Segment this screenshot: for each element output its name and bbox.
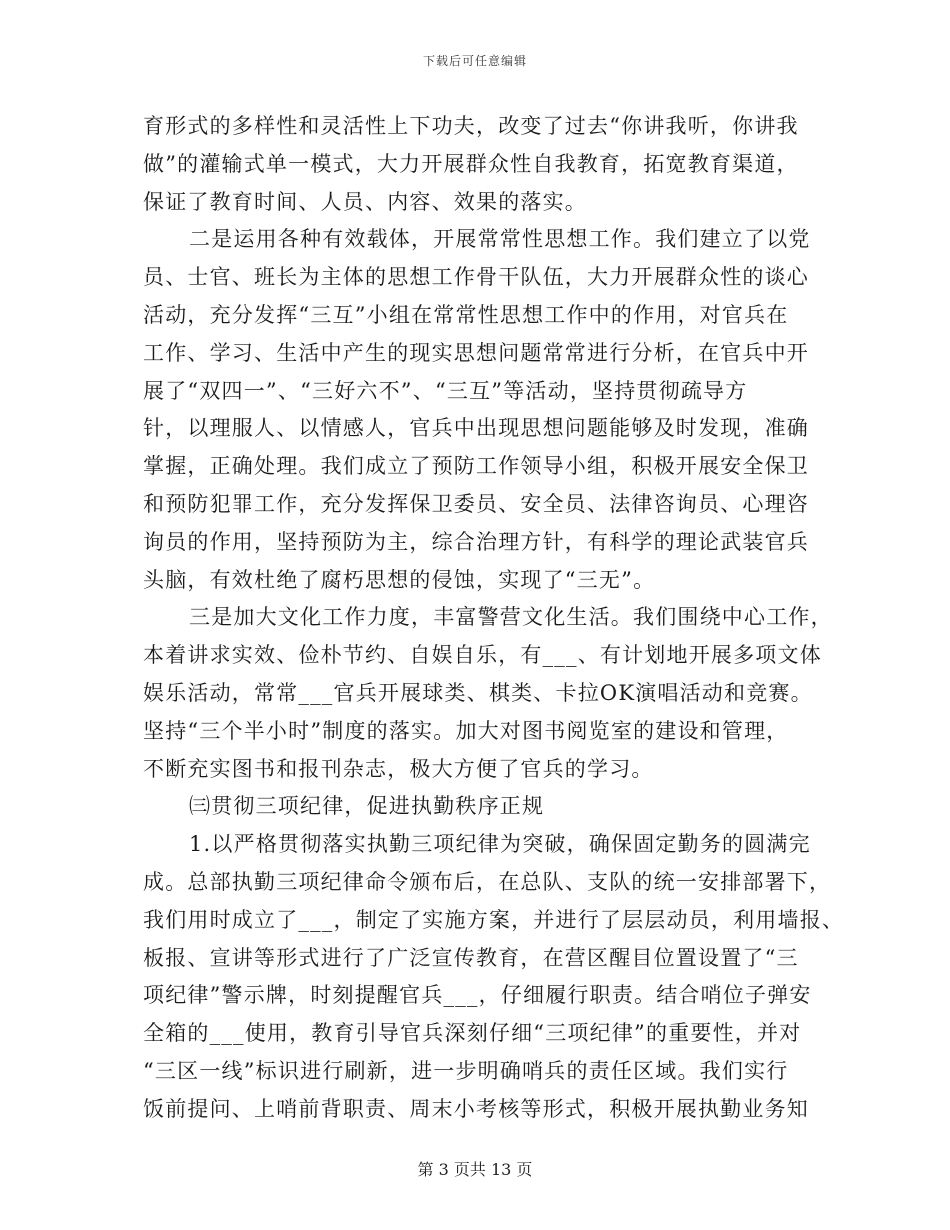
text-line: 板报、宣讲等形式进行了广泛宣传教育，在营区醒目位置设置了“三	[143, 945, 799, 970]
text-line: 展了“双四一”、“三好六不”、“三互”等活动，坚持贯彻疏导方	[143, 378, 748, 403]
text-line: 做”的灌输式单一模式，大力开展群众性自我教育，拓宽教育渠道，	[143, 151, 799, 176]
page-number: 第 3 页共 13 页	[417, 1160, 533, 1179]
paragraph-start-line: 二是运用各种有效载体，开展常常性思想工作。我们建立了以党	[189, 227, 811, 252]
paragraph-start-line: 三是加大文化工作力度，丰富警营文化生活。我们围绕中心工作，	[189, 605, 833, 630]
paragraph-start-line: 1.以严格贯彻落实执勤三项纪律为突破，确保固定勤务的圆满完	[189, 832, 811, 857]
text-line: “三区一线”标识进行刷新，进一步明确哨兵的责任区域。我们实行	[143, 1058, 789, 1083]
text-line: 坚持“三个半小时”制度的落实。加大对图书阅览室的建设和管理，	[143, 718, 789, 743]
document-body	[143, 108, 845, 1129]
text-line: 育形式的多样性和灵活性上下功夫，改变了过去“你讲我听，你讲我	[143, 114, 799, 138]
text-line: 员、士官、班长为主体的思想工作骨干队伍，大力开展群众性的谈心	[143, 265, 809, 290]
text-line: 针，以理服人、以情感人，官兵中出现思想问题能够及时发现，准确	[143, 416, 809, 441]
text-line: 我们用时成立了___，制定了实施方案，并进行了层层动员，利用墙报、	[143, 907, 845, 932]
text-line: 全箱的___使用，教育引导官兵深刻仔细“三项纪律”的重要性，并对	[143, 1021, 802, 1046]
text-line: 项纪律”警示牌，时刻提醒官兵___，仔细履行职责。结合哨位子弹安	[143, 983, 812, 1008]
text-line: 保证了教育时间、人员、内容、效果的落实。	[143, 189, 587, 214]
page-header-note: 下载后可任意编辑	[422, 54, 527, 68]
text-line: 掌握，正确处理。我们成立了预防工作领导小组，积极开展安全保卫	[143, 454, 809, 479]
text-line: 询员的作用，坚持预防为主，综合治理方针，有科学的理论武装官兵	[143, 529, 809, 554]
text-line: 头脑，有效杜绝了腐朽思想的侵蚀，实现了“三无”。	[143, 567, 656, 592]
text-line: 饭前提问、上哨前背职责、周末小考核等形式，积极开展执勤业务知	[143, 1096, 809, 1121]
text-line: 工作、学习、生活中产生的现实思想问题常常进行分析，在官兵中开	[143, 340, 809, 365]
text-line: 和预防犯罪工作，充分发挥保卫委员、安全员、法律咨询员、心理咨	[143, 491, 809, 516]
text-line: 娱乐活动，常常___官兵开展球类、棋类、卡拉OK演唱活动和竞赛。	[143, 680, 813, 705]
text-line: 不断充实图书和报刊杂志，极大方便了官兵的学习。	[143, 756, 654, 781]
text-line: 活动，充分发挥“三互”小组在常常性思想工作中的作用，对官兵在	[143, 302, 789, 327]
text-line: 成。总部执勤三项纪律命令颁布后，在总队、支队的统一安排部署下，	[143, 869, 832, 894]
text-line: 本着讲求实效、俭朴节约、自娱自乐，有___、有计划地开展多项文体	[143, 643, 822, 668]
section-heading: ㈢贯彻三项纪律，促进执勤秩序正规	[189, 794, 545, 819]
